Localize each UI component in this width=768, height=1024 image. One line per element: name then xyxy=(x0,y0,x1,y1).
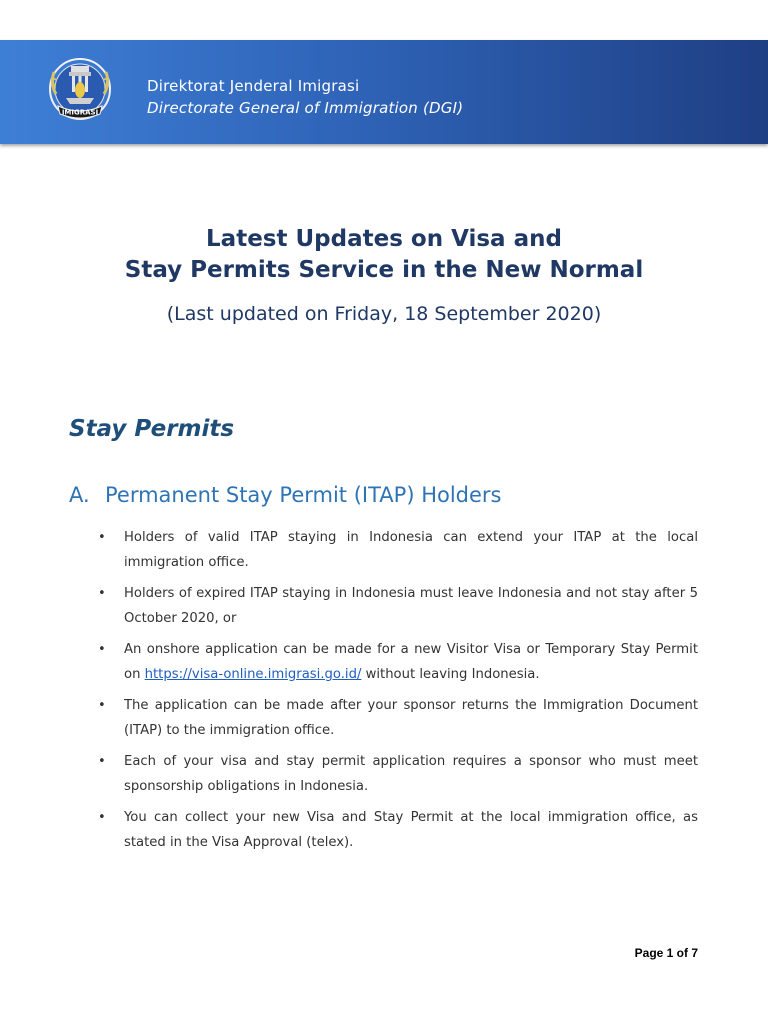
last-updated: (Last updated on Friday, 18 September 2020) xyxy=(166,303,602,325)
section-heading: Stay Permits xyxy=(69,416,235,442)
subsection-title: Permanent Stay Permit (ITAP) Holders xyxy=(105,483,502,507)
visa-online-link[interactable]: https://visa-online.imigrasi.go.id/ xyxy=(144,666,362,682)
bullet-text: Each of your visa and stay permit application requires a sponsor who must meet sponsorship obligations in Indonesia. xyxy=(124,754,698,794)
bullet-text: The application can be made after your sponsor returns the Immigration Document (ITAP) to the immigration office. xyxy=(124,698,698,738)
subsection-letter: A. xyxy=(69,483,90,507)
bullet-text: Holders of valid ITAP staying in Indonesia can extend your ITAP at the local immigration office. xyxy=(124,530,698,570)
page-number: Page 1 of 7 xyxy=(634,946,698,960)
org-name-english: Directorate General of Immigration (DGI) xyxy=(147,99,464,117)
bullet-list xyxy=(98,526,698,862)
bullet-icon: • xyxy=(98,754,106,769)
organization-name xyxy=(147,75,463,119)
list-item xyxy=(98,750,698,799)
bullet-icon: • xyxy=(98,586,106,601)
immigration-emblem-icon xyxy=(42,54,118,128)
org-name-indonesian: Direktorat Jenderal Imigrasi xyxy=(147,77,360,95)
bullet-text: You can collect your new Visa and Stay Permit at the local immigration office, as stated in the Visa Approval (telex). xyxy=(124,810,698,850)
bullet-text: An onshore application can be made for a new Visitor Visa or Temporary Stay Permit on xyxy=(124,642,698,682)
header-banner xyxy=(0,40,768,144)
list-item xyxy=(98,582,698,631)
bullet-text: Holders of expired ITAP staying in Indonesia must leave Indonesia and not stay after 5 October 2020, or xyxy=(124,586,698,626)
bullet-icon: • xyxy=(98,698,106,713)
list-item xyxy=(98,806,698,855)
bullet-icon: • xyxy=(98,642,106,657)
subsection-heading xyxy=(69,480,502,510)
page-title xyxy=(0,224,768,286)
bullet-text: without leaving Indonesia. xyxy=(361,666,540,682)
bullet-icon: • xyxy=(98,530,106,545)
title-line-1: Latest Updates on Visa and xyxy=(206,226,562,252)
list-item xyxy=(98,526,698,575)
logo-wordmark: IMIGRASI xyxy=(61,108,99,117)
title-line-2: Stay Permits Service in the New Normal xyxy=(124,257,644,283)
list-item xyxy=(98,694,698,743)
bullet-icon: • xyxy=(98,810,106,825)
list-item xyxy=(98,638,698,687)
